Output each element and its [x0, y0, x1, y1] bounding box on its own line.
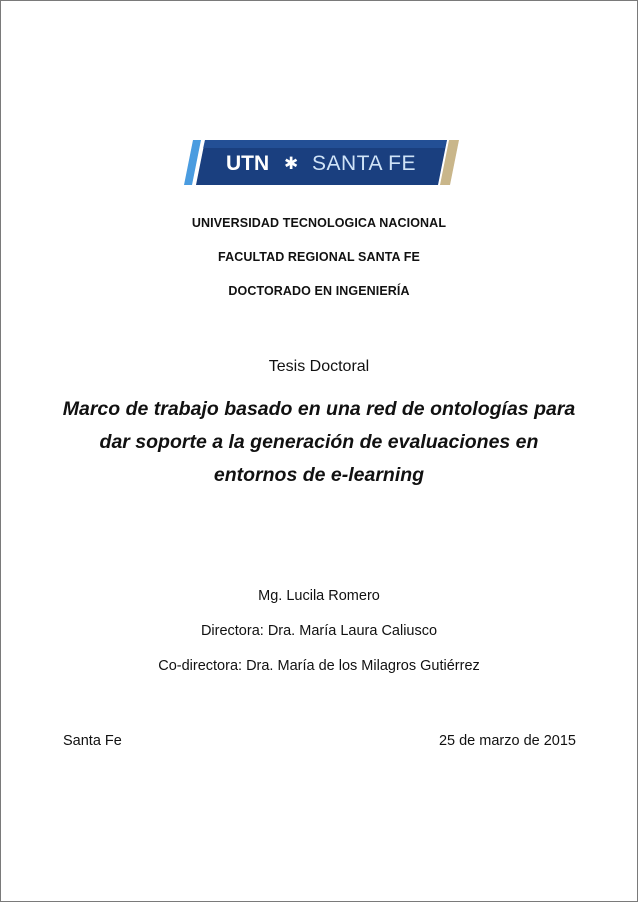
author-name: Mg. Lucila Romero — [258, 588, 380, 604]
place: Santa Fe — [63, 733, 122, 749]
director-name: Directora: Dra. María Laura Caliusco — [200, 623, 438, 639]
program-name: DOCTORADO EN INGENIERÍA — [228, 284, 410, 298]
thesis-title-line-3: entornos de e-learning — [213, 464, 425, 486]
thesis-type: Tesis Doctoral — [268, 358, 370, 375]
logo-separator-icon: ✱ — [284, 154, 299, 174]
logo-utn-text: UTN — [226, 152, 270, 175]
logo-graphic — [184, 140, 459, 185]
thesis-title-line-1: Marco de trabajo basado en una red de ontologías para — [62, 398, 576, 420]
codirector-name: Co-directora: Dra. María de los Milagros Gutiérrez — [158, 658, 480, 674]
utn-santa-fe-logo — [184, 140, 459, 185]
date: 25 de marzo de 2015 — [438, 733, 576, 749]
logo-band-highlight — [203, 140, 447, 148]
thesis-title-line-2: dar soporte a la generación de evaluaciones en — [99, 431, 539, 453]
logo-city-text: SANTA FE — [312, 152, 416, 175]
faculty-name: FACULTAD REGIONAL SANTA FE — [218, 250, 420, 264]
university-name: UNIVERSIDAD TECNOLOGICA NACIONAL — [191, 216, 447, 230]
